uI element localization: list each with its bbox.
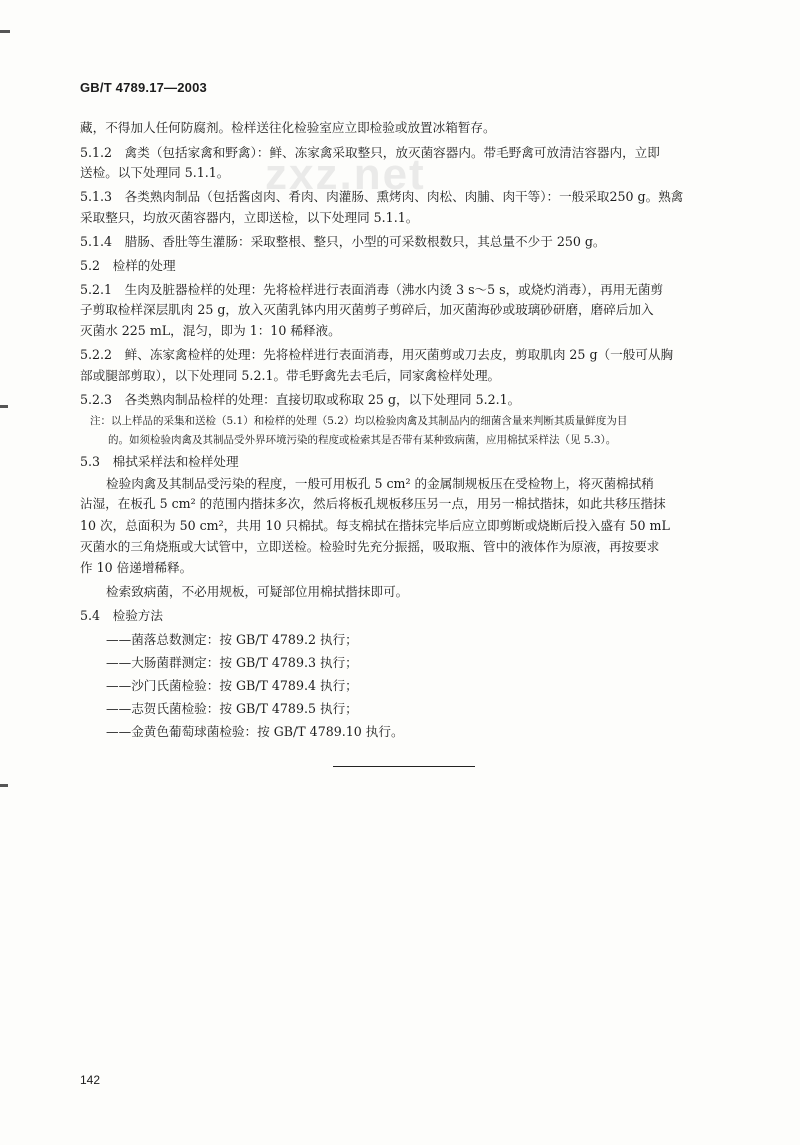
text-line: 采取整只，均放灭菌容器内，立即送检，以下处理同 5.1.1。 [80, 210, 419, 225]
list-item: ——金黄色葡萄球菌检验：按 GB/T 4789.10 执行。 [106, 724, 404, 739]
text-line: 5.2.1 生肉及脏器检样的处理：先将检样进行表面消毒（沸水内烫 3 s～5 s，或烧灼消毒），再用无菌剪 [80, 282, 664, 297]
end-rule [333, 766, 475, 767]
text-line: 作 10 倍递增稀释。 [80, 560, 193, 575]
list-item: ——志贺氏菌检验：按 GB/T 4789.5 执行； [106, 701, 358, 716]
text-line: 5.1.4 腊肠、香肚等生灌肠：采取整根、整只，小型的可采数根数只，其总量不少于 250 g。 [80, 234, 606, 249]
text-line: 检验肉禽及其制品受污染的程度，一般可用板孔 5 cm² 的金属制规板压在受检物上，将灭菌棉拭稍 [106, 476, 654, 491]
section-heading: 5.3 棉拭采样法和检样处理 [80, 454, 239, 469]
scan-mark [0, 30, 10, 33]
watermark: zxz.net [265, 150, 426, 199]
section-heading: 5.2 检样的处理 [80, 258, 176, 273]
text-line: 5.2.2 鲜、冻家禽检样的处理：先将检样进行表面消毒，用灭菌剪或刀去皮，剪取肌肉 25 g（一般可从胸 [80, 347, 674, 362]
note-line: 的。如须检验肉禽及其制品受外界环境污染的程度或检索其是否带有某种致病菌，应用棉拭采样法（见 5.3）。 [108, 434, 617, 446]
page-number: 142 [80, 1073, 101, 1087]
text-line: 5.2.3 各类熟肉制品检样的处理：直接切取或称取 25 g，以下处理同 5.2.1。 [80, 392, 521, 407]
text-line: 沾湿，在板孔 5 cm² 的范围内揩抹多次，然后将板孔规板移压另一点，用另一棉拭揩抹，如此共移压揩抹 [80, 496, 666, 511]
text-line: 10 次，总面积为 50 cm²，共用 10 只棉拭。每支棉拭在揩抹完毕后应立即剪断或烧断后投入盛有 50 mL [80, 518, 670, 533]
text-line: 藏，不得加人任何防腐剂。检样送往化检验室应立即检验或放置冰箱暂存。 [80, 120, 496, 135]
text-line: 检索致病菌，不必用规板，可疑部位用棉拭揩抹即可。 [106, 584, 409, 599]
text-line: 部或腿部剪取），以下处理同 5.2.1。带毛野禽先去毛后，同家禽检样处理。 [80, 368, 501, 383]
text-line: 5.1.3 各类熟肉制品（包括酱卤肉、肴肉、肉灌肠、熏烤肉、肉松、肉脯、肉干等）：一般采取250 g。熟禽 [80, 189, 684, 204]
list-item: ——大肠菌群测定：按 GB/T 4789.3 执行； [106, 655, 358, 670]
standard-code-header: GB/T 4789.17—2003 [80, 80, 207, 95]
scan-mark [0, 784, 8, 787]
list-item: ——菌落总数测定：按 GB/T 4789.2 执行； [106, 632, 358, 647]
text-line: 送检。以下处理同 5.1.1。 [80, 165, 230, 180]
text-line: 子剪取检样深层肌肉 25 g，放入灭菌乳钵内用灭菌剪子剪碎后，加灭菌海砂或玻璃砂研磨，磨碎后加入 [80, 302, 654, 317]
text-line: 5.1.2 禽类（包括家禽和野禽）：鲜、冻家禽采取整只，放灭菌容器内。带毛野禽可放清洁容器内，立即 [80, 145, 660, 160]
text-line: 灭菌水的三角烧瓶或大试管中，立即送检。检验时先充分振摇，吸取瓶、管中的液体作为原液，再按要求 [80, 539, 660, 554]
text-line: 灭菌水 225 mL，混匀，即为 1：10 稀释液。 [80, 323, 341, 338]
section-heading: 5.4 检验方法 [80, 608, 163, 623]
scan-mark [0, 405, 8, 408]
note-line: 注：以上样品的采集和送检（5.1）和检样的处理（5.2）均以检验肉禽及其制品内的细菌含量来判断其质量鲜度为目 [90, 415, 628, 427]
list-item: ——沙门氏菌检验：按 GB/T 4789.4 执行； [106, 678, 358, 693]
